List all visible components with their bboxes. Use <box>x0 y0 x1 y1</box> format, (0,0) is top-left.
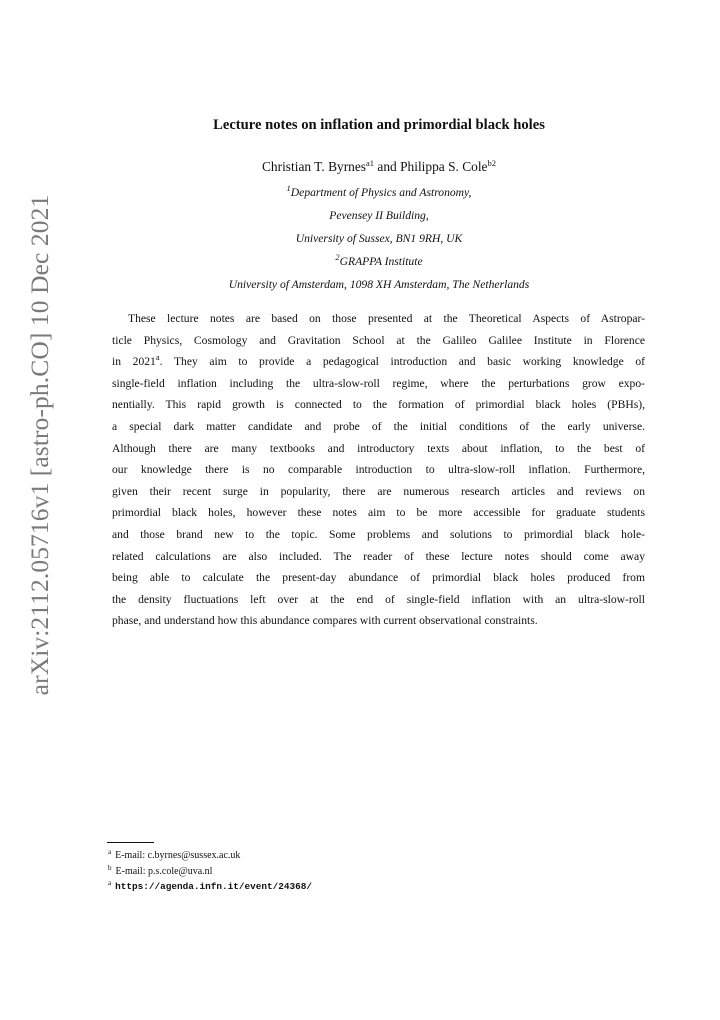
abstract-line: Although there are many textbooks and introductory texts about inflation, to the best of <box>112 441 645 455</box>
abstract-line: being able to calculate the present-day abundance of primordial black holes produced from <box>112 571 645 585</box>
abstract-line: nentially. This rapid growth is connected to the formation of primordial black holes (PBHs), <box>112 398 645 412</box>
footnote-text: E-mail: p.s.cole@uva.nl <box>115 866 213 877</box>
affiliation-line <box>0 183 720 199</box>
abstract-text: . They aim to provide a pedagogical introduction and basic working knowledge of <box>159 355 646 369</box>
affiliation-line: University of Sussex, BN1 9RH, UK <box>295 232 463 245</box>
event-link[interactable]: https://agenda.infn.it/event/24368/ <box>115 881 313 892</box>
author-conjunction: and <box>374 159 401 174</box>
abstract <box>112 308 645 632</box>
affiliation-mark: 2 <box>335 252 340 262</box>
footnote-mark: b <box>108 864 112 872</box>
footnote-url <box>108 879 312 892</box>
affiliation-mark: 1 <box>286 183 291 193</box>
author-affiliation-mark: a1 <box>366 158 375 168</box>
abstract-line: primordial black holes, however these notes aim to be more accessible for graduate students <box>112 506 645 520</box>
footnote-ref: a <box>155 352 160 363</box>
footnote-text: E-mail: c.byrnes@sussex.ac.uk <box>115 850 241 861</box>
author-affiliation-mark: b2 <box>487 158 496 168</box>
arxiv-identifier: arXiv:2112.05716v1 [astro-ph.CO] 10 Dec 2021 <box>25 194 54 696</box>
abstract-line: our knowledge there is no comparable introduction to ultra-slow-roll inflation. Furthermore, <box>112 463 645 477</box>
author-name: Christian T. Byrnes <box>261 159 367 174</box>
author-list <box>0 159 720 175</box>
affiliation-line: Pevensey II Building, <box>329 209 429 222</box>
affiliation-line: University of Amsterdam, 1098 XH Amsterdam, The Netherlands <box>228 278 530 291</box>
abstract-line: phase, and understand how this abundance compares with current observational constraints. <box>112 614 538 628</box>
footnote-email-byrnes <box>108 848 240 861</box>
abstract-line: the density fluctuations left over at the end of single-field inflation with an ultra-slow-roll <box>112 592 645 606</box>
abstract-line: single-field inflation including the ultra-slow-roll regime, where the perturbations grow expo- <box>112 376 645 390</box>
affiliation-text: GRAPPA Institute <box>339 255 423 268</box>
footnote-divider <box>107 842 154 843</box>
affiliation-line <box>0 252 720 268</box>
author-name: Philippa S. Cole <box>400 159 488 174</box>
paper-title: Lecture notes on inflation and primordial black holes <box>213 117 545 133</box>
abstract-line: related calculations are also included. The reader of these lecture notes should come away <box>112 549 645 563</box>
footnote-mark: a <box>108 848 112 856</box>
affiliation-text: Department of Physics and Astronomy, <box>290 186 472 199</box>
footnote-mark: a <box>108 879 112 887</box>
arxiv-sidebar-stamp <box>20 194 60 696</box>
abstract-line: a special dark matter candidate and probe of the initial conditions of the early universe. <box>112 419 645 433</box>
abstract-line: These lecture notes are based on those presented at the Theoretical Aspects of Astropar- <box>128 312 645 325</box>
abstract-line <box>112 351 645 373</box>
abstract-line: given their recent surge in popularity, there are numerous research articles and reviews on <box>112 484 645 498</box>
abstract-text: in 2021 <box>112 355 156 369</box>
abstract-line: ticle Physics, Cosmology and Gravitation School at the Galileo Galilee Institute in Florence <box>112 333 645 347</box>
footnote-email-cole <box>108 864 212 877</box>
abstract-line: and those brand new to the topic. Some problems and solutions to primordial black hole- <box>112 527 645 541</box>
